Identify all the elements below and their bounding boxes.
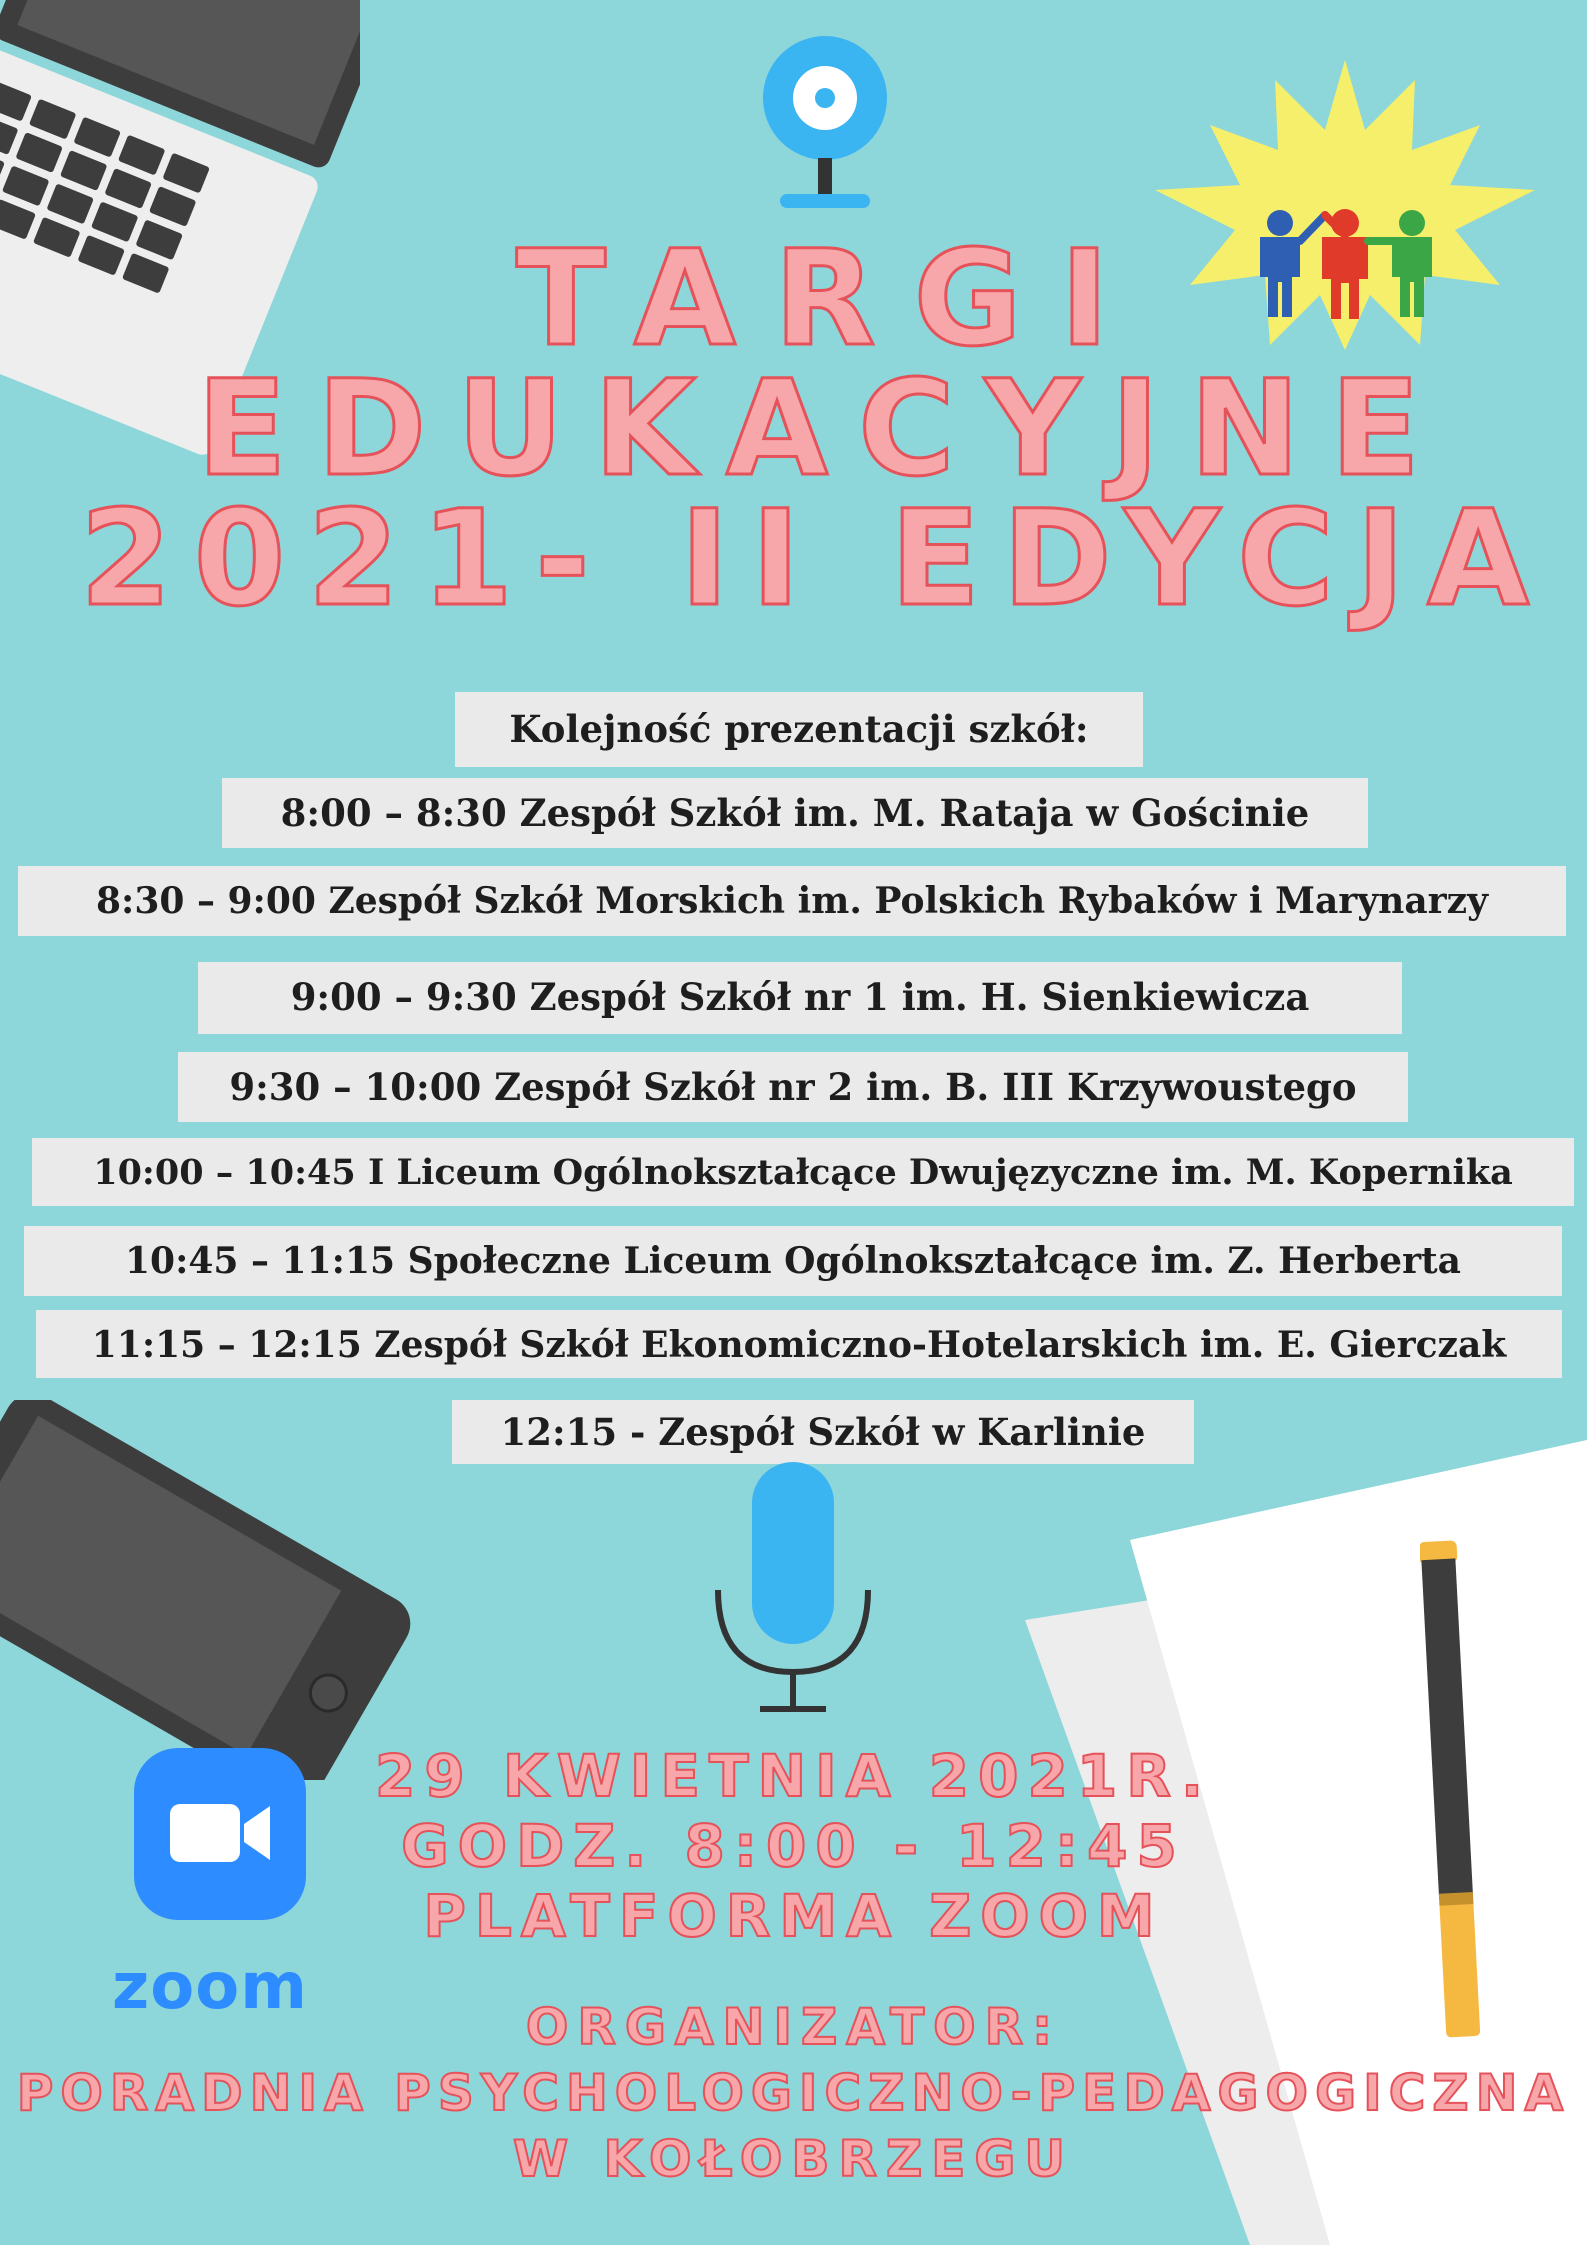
schedule-heading: Kolejność prezentacji szkół:: [455, 692, 1143, 767]
schedule-item: 9:30 – 10:00 Zespół Szkół nr 2 im. B. III Krzywoustego: [178, 1052, 1408, 1122]
event-date: 29 KWIETNIA 2021R.: [375, 1742, 1212, 1810]
webcam-icon: [760, 30, 890, 215]
schedule-item: 11:15 – 12:15 Zespół Szkół Ekonomiczno-Hotelarskich im. E. Gierczak: [36, 1310, 1562, 1378]
schedule-item: 8:00 – 8:30 Zespół Szkół im. M. Rataja w Gościnie: [222, 778, 1368, 848]
schedule-item: 9:00 – 9:30 Zespół Szkół nr 1 im. H. Sienkiewicza: [198, 962, 1402, 1034]
schedule-item: 10:45 – 11:15 Społeczne Liceum Ogólnokształcące im. Z. Herberta: [24, 1226, 1562, 1296]
organizer-label: ORGANIZATOR:: [525, 1998, 1062, 2056]
schedule-item: 12:15 - Zespół Szkół w Karlinie: [452, 1400, 1194, 1464]
event-platform: PLATFORMA ZOOM: [423, 1882, 1164, 1950]
smartphone-icon: [0, 1400, 420, 1780]
schedule-item: 8:30 – 9:00 Zespół Szkół Morskich im. Polskich Rybaków i Marynarzy: [18, 866, 1566, 936]
organizer-city: W KOŁOBRZEGU: [512, 2130, 1075, 2188]
microphone-icon: [712, 1462, 872, 1722]
event-hours: GODZ. 8:00 - 12:45: [401, 1812, 1186, 1880]
zoom-logo-text: zoom: [112, 1950, 308, 2024]
schedule-item: 10:00 – 10:45 I Liceum Ogólnokształcące Dwujęzyczne im. M. Kopernika: [32, 1138, 1574, 1206]
title-line-3: 2021- II EDYCJA: [79, 482, 1552, 636]
title-line-1: TARGI: [515, 222, 1148, 376]
title-line-2: EDUKACYJNE: [196, 352, 1451, 506]
organizer-name: PORADNIA PSYCHOLOGICZNO-PEDAGOGICZNA: [16, 2064, 1571, 2122]
